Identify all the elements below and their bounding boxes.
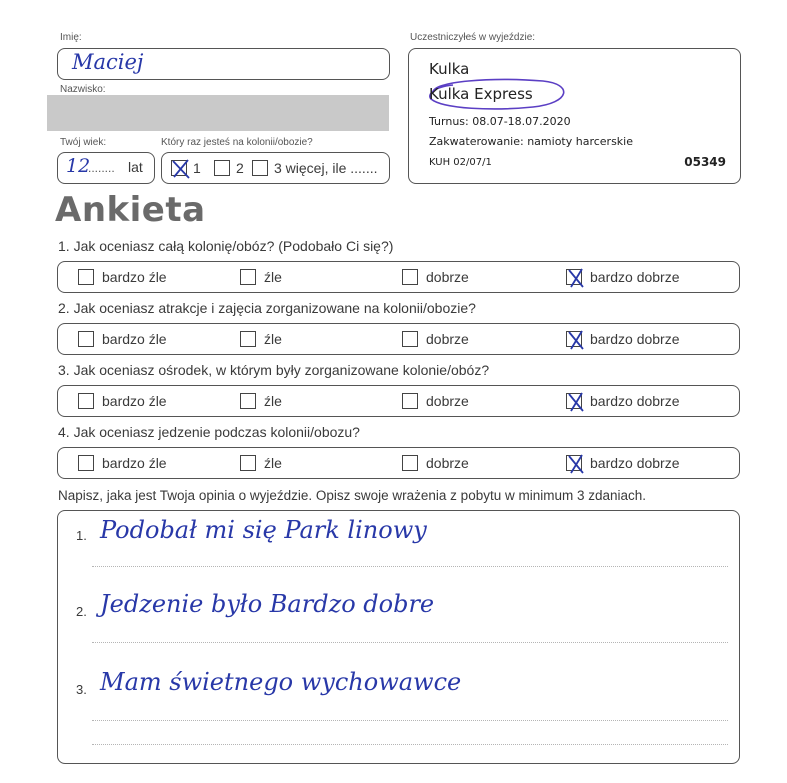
answer-option-label: bardzo źle: [102, 269, 167, 285]
checkbox-checked[interactable]: [566, 455, 582, 471]
checkbox-checked[interactable]: [566, 269, 582, 285]
answer-option-label: dobrze: [426, 331, 469, 347]
name-field[interactable]: [57, 48, 390, 80]
answer-option-label: źle: [264, 331, 282, 347]
answer-option[interactable]: [78, 452, 167, 474]
age-unit: lat: [128, 159, 143, 175]
question-text: 1. Jak oceniasz całą kolonię/obóz? (Podobało Ci się?): [58, 238, 394, 254]
age-value: 12: [66, 155, 91, 177]
answer-option[interactable]: [402, 390, 469, 412]
age-label: Twój wiek:: [60, 137, 107, 148]
which-time-option-3[interactable]: [252, 157, 377, 179]
answer-option[interactable]: [240, 328, 282, 350]
answer-row: [57, 385, 740, 417]
which-time-option-label: 3 więcej, ile .......: [274, 160, 378, 176]
opinion-num: 3.: [76, 682, 87, 697]
which-time-field: [161, 152, 390, 184]
answer-option-label: dobrze: [426, 269, 469, 285]
checkbox[interactable]: [78, 269, 94, 285]
answer-option[interactable]: [566, 266, 680, 288]
answer-row: [57, 261, 740, 293]
answer-option[interactable]: [240, 266, 282, 288]
answer-option[interactable]: [240, 452, 282, 474]
answer-option[interactable]: [240, 390, 282, 412]
answer-option-label: dobrze: [426, 393, 469, 409]
answer-option[interactable]: [402, 328, 469, 350]
which-time-option-label: 2: [236, 160, 244, 176]
checkbox[interactable]: [78, 393, 94, 409]
answer-option-label: źle: [264, 393, 282, 409]
checkbox[interactable]: [78, 455, 94, 471]
answer-option[interactable]: [402, 266, 469, 288]
answer-option[interactable]: [566, 328, 680, 350]
answer-option-label: dobrze: [426, 455, 469, 471]
checkbox-checked[interactable]: [171, 160, 187, 176]
age-dots: ........: [88, 161, 115, 175]
opinion-box[interactable]: [57, 510, 740, 764]
checkbox-checked[interactable]: [566, 331, 582, 347]
opinion-num: 2.: [76, 604, 87, 619]
trip-brand: Kulka: [429, 60, 470, 78]
checkbox[interactable]: [402, 455, 418, 471]
checkbox[interactable]: [240, 455, 256, 471]
which-time-option-label: 1: [193, 160, 201, 176]
checkbox[interactable]: [240, 331, 256, 347]
which-time-label: Który raz jesteś na kolonii/obozie?: [161, 137, 313, 148]
answer-option-label: bardzo dobrze: [590, 455, 680, 471]
opinion-entry: Jedzenie było Bardzo dobre: [100, 590, 435, 618]
answer-option-label: źle: [264, 269, 282, 285]
trip-code: KUH 02/07/1: [429, 157, 492, 168]
name-label: Imię:: [60, 32, 82, 43]
ruled-line: [92, 720, 728, 721]
ruled-line: [92, 566, 728, 567]
answer-option[interactable]: [78, 390, 167, 412]
answer-option[interactable]: [402, 452, 469, 474]
trip-accommodation: Zakwaterowanie: namioty harcerskie: [429, 135, 633, 148]
answer-option-label: bardzo dobrze: [590, 393, 680, 409]
answer-option-label: źle: [264, 455, 282, 471]
trip-ticket: [408, 48, 741, 184]
answer-option-label: bardzo dobrze: [590, 269, 680, 285]
opinion-entry: Mam świetnego wychowawce: [100, 668, 462, 696]
answer-option[interactable]: [566, 452, 680, 474]
surname-label: Nazwisko:: [60, 84, 106, 95]
opinion-entry: Podobał mi się Park linowy: [100, 516, 427, 544]
answer-option[interactable]: [78, 328, 167, 350]
answer-option[interactable]: [78, 266, 167, 288]
checkbox-checked[interactable]: [566, 393, 582, 409]
trip-name: Kulka Express: [429, 85, 533, 103]
checkbox[interactable]: [214, 160, 230, 176]
answer-option[interactable]: [566, 390, 680, 412]
surname-redacted: [47, 95, 389, 131]
trip-turnus: Turnus: 08.07-18.07.2020: [429, 115, 571, 128]
checkbox[interactable]: [252, 160, 268, 176]
answer-row: [57, 447, 740, 479]
survey-title: Ankieta: [55, 190, 206, 230]
trip-label: Uczestniczyłeś w wyjeździe:: [410, 32, 536, 43]
answer-option-label: bardzo dobrze: [590, 331, 680, 347]
checkbox[interactable]: [78, 331, 94, 347]
checkbox[interactable]: [402, 269, 418, 285]
answer-option-label: bardzo źle: [102, 455, 167, 471]
answer-option-label: bardzo źle: [102, 331, 167, 347]
trip-number: 05349: [684, 155, 726, 169]
answer-row: [57, 323, 740, 355]
which-time-option-2[interactable]: [214, 157, 244, 179]
ruled-line: [92, 642, 728, 643]
name-value: Maciej: [72, 50, 144, 74]
answer-option-label: bardzo źle: [102, 393, 167, 409]
checkbox[interactable]: [402, 331, 418, 347]
ruled-line: [92, 744, 728, 745]
question-text: 4. Jak oceniasz jedzenie podczas kolonii/obozu?: [58, 424, 360, 440]
checkbox[interactable]: [240, 269, 256, 285]
age-field[interactable]: [57, 152, 155, 184]
checkbox[interactable]: [240, 393, 256, 409]
opinion-prompt: Napisz, jaka jest Twoja opinia o wyjeździe. Opisz swoje wrażenia z pobytu w minimum 3 zdaniach.: [58, 488, 647, 503]
which-time-option-1[interactable]: [171, 157, 201, 179]
checkbox[interactable]: [402, 393, 418, 409]
question-text: 2. Jak oceniasz atrakcje i zajęcia zorganizowane na kolonii/obozie?: [58, 300, 476, 316]
opinion-num: 1.: [76, 528, 87, 543]
question-text: 3. Jak oceniasz ośrodek, w którym były zorganizowane kolonie/obóz?: [58, 362, 490, 378]
